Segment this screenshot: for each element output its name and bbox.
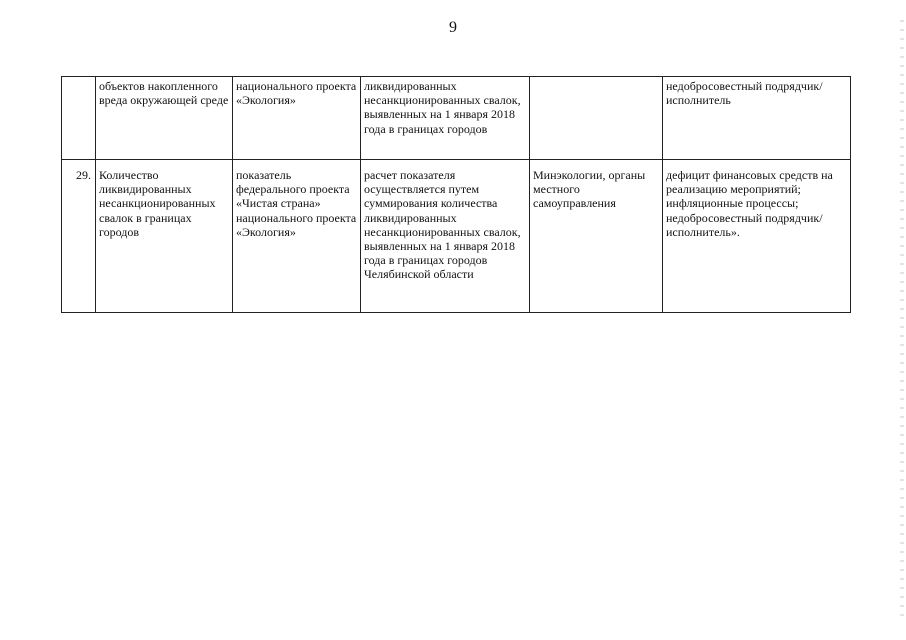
indicator-name: объектов накопленного вреда окружающей среде <box>96 77 233 160</box>
responsible-body: Минэкологии, органы местного самоуправления <box>530 160 663 313</box>
indicators-table <box>61 76 851 313</box>
row-number <box>62 77 96 160</box>
risk-factors: недобросовестный подрядчик/исполнитель <box>663 77 851 160</box>
indicator-basis: национального проекта «Экология» <box>233 77 361 160</box>
calculation-method: расчет показателя осуществляется путем суммирования количества ликвидированных несанкционированных свалок, выявленных на 1 января 2018 года в границах городов Челябинской области <box>361 160 530 313</box>
calculation-method: ликвидированных несанкционированных свалок, выявленных на 1 января 2018 года в границах городов <box>361 77 530 160</box>
scan-edge-mark <box>900 20 904 620</box>
table-row <box>62 77 851 160</box>
responsible-body <box>530 77 663 160</box>
risk-factors: дефицит финансовых средств на реализацию мероприятий; инфляционные процессы; недобросовестный подрядчик/исполнитель». <box>663 160 851 313</box>
table-row <box>62 160 851 313</box>
indicator-name: Количество ликвидированных несанкционированных свалок в границах городов <box>96 160 233 313</box>
indicator-basis: показатель федерального проекта «Чистая страна» национального проекта «Экология» <box>233 160 361 313</box>
row-number: 29. <box>62 160 96 313</box>
page-number: 9 <box>449 19 457 36</box>
